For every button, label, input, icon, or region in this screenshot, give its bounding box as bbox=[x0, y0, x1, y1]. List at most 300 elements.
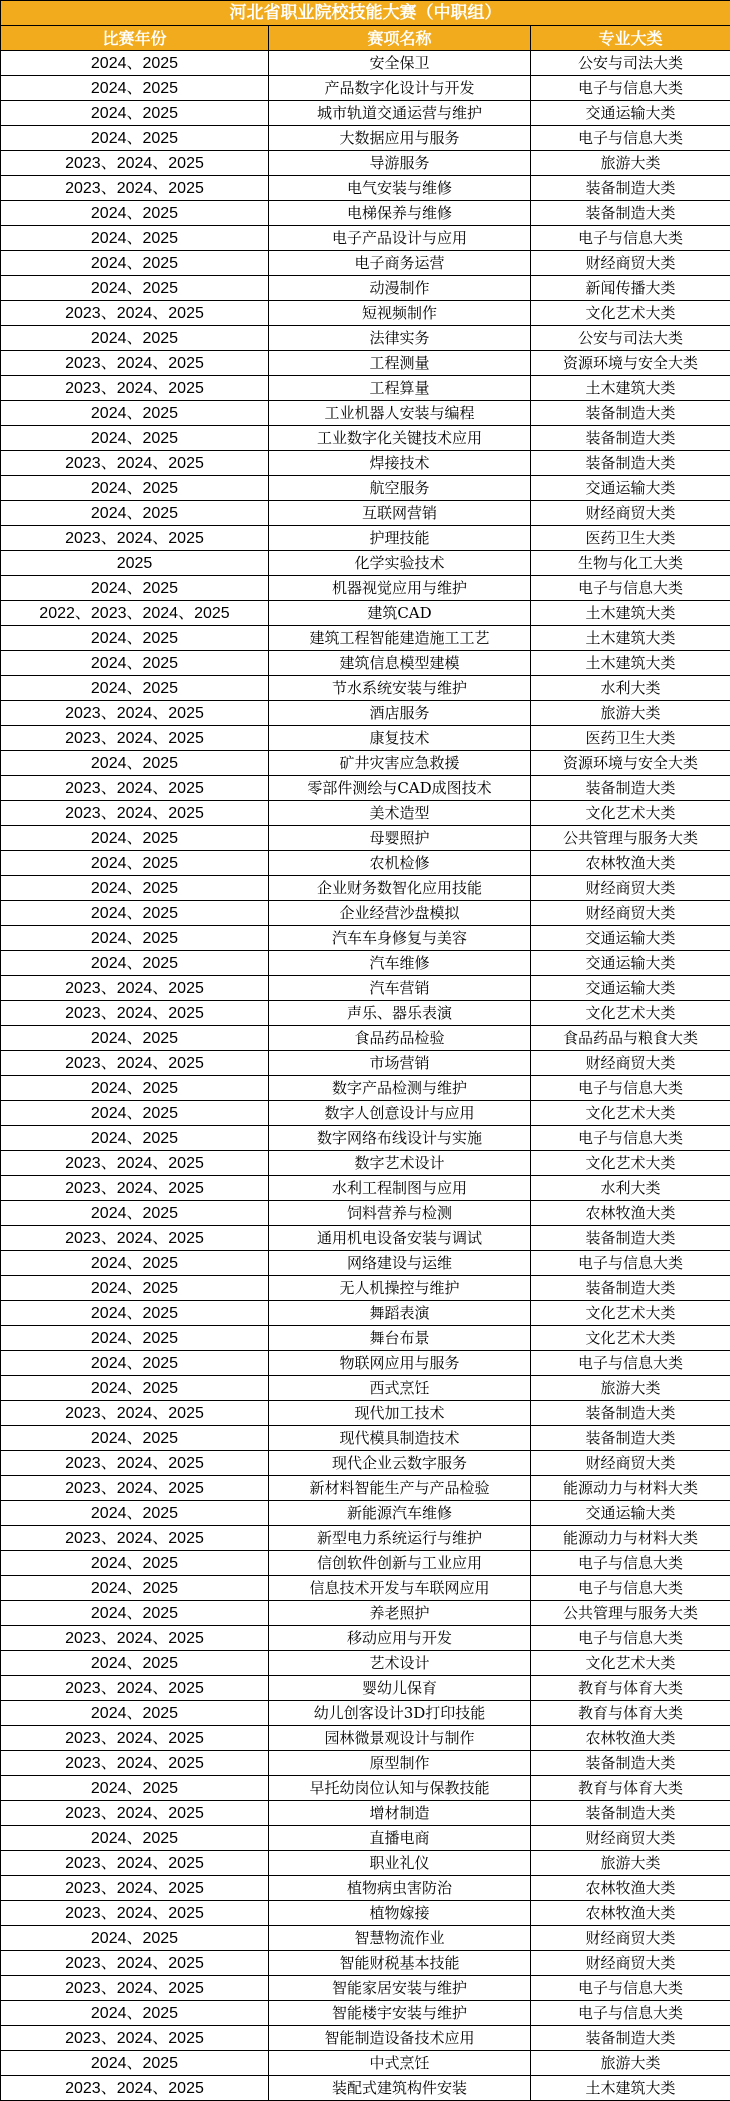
table-row bbox=[1, 551, 730, 576]
table-row bbox=[1, 1901, 730, 1926]
cell-category: 医药卫生大类 bbox=[531, 726, 730, 751]
cell-category: 装备制造大类 bbox=[531, 1226, 730, 1251]
table-row bbox=[1, 851, 730, 876]
cell-year: 2023、2024、2025 bbox=[1, 1676, 269, 1701]
table-row bbox=[1, 1426, 730, 1451]
table-row bbox=[1, 1701, 730, 1726]
cell-year: 2023、2024、2025 bbox=[1, 2026, 269, 2051]
table-row bbox=[1, 1201, 730, 1226]
table-row bbox=[1, 726, 730, 751]
cell-year: 2023、2024、2025 bbox=[1, 451, 269, 476]
table-row bbox=[1, 1726, 730, 1751]
table-row bbox=[1, 1801, 730, 1826]
cell-category: 文化艺术大类 bbox=[531, 1001, 730, 1026]
cell-year: 2024、2025 bbox=[1, 1101, 269, 1126]
table-row bbox=[1, 151, 730, 176]
cell-event-name: 中式烹饪 bbox=[269, 2051, 531, 2076]
cell-event-name: 护理技能 bbox=[269, 526, 531, 551]
table-row bbox=[1, 1126, 730, 1151]
cell-year: 2023、2024、2025 bbox=[1, 1726, 269, 1751]
cell-event-name: 艺术设计 bbox=[269, 1651, 531, 1676]
cell-category: 公安与司法大类 bbox=[531, 326, 730, 351]
cell-year: 2023、2024、2025 bbox=[1, 1976, 269, 2001]
table-row bbox=[1, 51, 730, 76]
cell-event-name: 舞台布景 bbox=[269, 1326, 531, 1351]
cell-category: 电子与信息大类 bbox=[531, 126, 730, 151]
table-row bbox=[1, 651, 730, 676]
cell-event-name: 饲料营养与检测 bbox=[269, 1201, 531, 1226]
cell-category: 资源环境与安全大类 bbox=[531, 751, 730, 776]
cell-year: 2023、2024、2025 bbox=[1, 701, 269, 726]
table-row bbox=[1, 276, 730, 301]
cell-category: 生物与化工大类 bbox=[531, 551, 730, 576]
cell-year: 2024、2025 bbox=[1, 1701, 269, 1726]
cell-category: 装备制造大类 bbox=[531, 1801, 730, 1826]
cell-event-name: 现代模具制造技术 bbox=[269, 1426, 531, 1451]
cell-year: 2024、2025 bbox=[1, 826, 269, 851]
table-row bbox=[1, 2026, 730, 2051]
cell-category: 土木建筑大类 bbox=[531, 2076, 730, 2101]
cell-event-name: 数字人创意设计与应用 bbox=[269, 1101, 531, 1126]
cell-category: 装备制造大类 bbox=[531, 176, 730, 201]
cell-year: 2024、2025 bbox=[1, 1076, 269, 1101]
cell-event-name: 化学实验技术 bbox=[269, 551, 531, 576]
cell-year: 2024、2025 bbox=[1, 226, 269, 251]
cell-category: 文化艺术大类 bbox=[531, 1101, 730, 1126]
cell-event-name: 短视频制作 bbox=[269, 301, 531, 326]
table-row bbox=[1, 576, 730, 601]
cell-event-name: 信息技术开发与车联网应用 bbox=[269, 1576, 531, 1601]
cell-event-name: 农机检修 bbox=[269, 851, 531, 876]
cell-category: 装备制造大类 bbox=[531, 1276, 730, 1301]
cell-event-name: 通用机电设备安装与调试 bbox=[269, 1226, 531, 1251]
cell-category: 能源动力与材料大类 bbox=[531, 1526, 730, 1551]
table-row bbox=[1, 1276, 730, 1301]
cell-year: 2024、2025 bbox=[1, 501, 269, 526]
table-row bbox=[1, 1601, 730, 1626]
table-row bbox=[1, 1026, 730, 1051]
cell-event-name: 数字产品检测与维护 bbox=[269, 1076, 531, 1101]
cell-category: 财经商贸大类 bbox=[531, 1051, 730, 1076]
cell-event-name: 矿井灾害应急救援 bbox=[269, 751, 531, 776]
cell-category: 土木建筑大类 bbox=[531, 651, 730, 676]
cell-year: 2024、2025 bbox=[1, 1776, 269, 1801]
cell-year: 2023、2024、2025 bbox=[1, 1751, 269, 1776]
cell-year: 2024、2025 bbox=[1, 2001, 269, 2026]
table-row bbox=[1, 701, 730, 726]
header-year: 比赛年份 bbox=[1, 26, 269, 51]
cell-event-name: 康复技术 bbox=[269, 726, 531, 751]
table-row bbox=[1, 101, 730, 126]
cell-category: 公安与司法大类 bbox=[531, 51, 730, 76]
cell-event-name: 导游服务 bbox=[269, 151, 531, 176]
table-row bbox=[1, 476, 730, 501]
cell-event-name: 工程测量 bbox=[269, 351, 531, 376]
cell-event-name: 数字网络布线设计与实施 bbox=[269, 1126, 531, 1151]
cell-event-name: 信创软件创新与工业应用 bbox=[269, 1551, 531, 1576]
table-title: 河北省职业院校技能大赛（中职组） bbox=[1, 1, 730, 26]
table-row bbox=[1, 76, 730, 101]
table-row bbox=[1, 601, 730, 626]
cell-year: 2023、2024、2025 bbox=[1, 301, 269, 326]
cell-category: 装备制造大类 bbox=[531, 426, 730, 451]
cell-year: 2024、2025 bbox=[1, 1601, 269, 1626]
cell-year: 2024、2025 bbox=[1, 101, 269, 126]
cell-year: 2023、2024、2025 bbox=[1, 1876, 269, 1901]
cell-event-name: 幼儿创客设计3D打印技能 bbox=[269, 1701, 531, 1726]
cell-category: 交通运输大类 bbox=[531, 926, 730, 951]
cell-event-name: 工业数字化关键技术应用 bbox=[269, 426, 531, 451]
cell-year: 2024、2025 bbox=[1, 326, 269, 351]
cell-category: 医药卫生大类 bbox=[531, 526, 730, 551]
cell-event-name: 早托幼岗位认知与保教技能 bbox=[269, 1776, 531, 1801]
cell-event-name: 智能楼宇安装与维护 bbox=[269, 2001, 531, 2026]
cell-event-name: 焊接技术 bbox=[269, 451, 531, 476]
cell-year: 2024、2025 bbox=[1, 876, 269, 901]
cell-event-name: 汽车营销 bbox=[269, 976, 531, 1001]
cell-year: 2024、2025 bbox=[1, 676, 269, 701]
cell-year: 2023、2024、2025 bbox=[1, 1851, 269, 1876]
cell-year: 2023、2024、2025 bbox=[1, 1226, 269, 1251]
cell-year: 2024、2025 bbox=[1, 651, 269, 676]
cell-event-name: 数字艺术设计 bbox=[269, 1151, 531, 1176]
table-row bbox=[1, 1451, 730, 1476]
cell-event-name: 电子产品设计与应用 bbox=[269, 226, 531, 251]
cell-category: 财经商贸大类 bbox=[531, 901, 730, 926]
cell-year: 2023、2024、2025 bbox=[1, 801, 269, 826]
cell-year: 2023、2024、2025 bbox=[1, 1451, 269, 1476]
cell-event-name: 舞蹈表演 bbox=[269, 1301, 531, 1326]
cell-event-name: 增材制造 bbox=[269, 1801, 531, 1826]
table-row bbox=[1, 526, 730, 551]
cell-year: 2024、2025 bbox=[1, 1426, 269, 1451]
table-row bbox=[1, 1876, 730, 1901]
cell-year: 2024、2025 bbox=[1, 901, 269, 926]
cell-event-name: 智能制造设备技术应用 bbox=[269, 2026, 531, 2051]
table-row bbox=[1, 826, 730, 851]
cell-category: 电子与信息大类 bbox=[531, 1251, 730, 1276]
cell-category: 装备制造大类 bbox=[531, 1401, 730, 1426]
cell-category: 公共管理与服务大类 bbox=[531, 826, 730, 851]
table-row bbox=[1, 176, 730, 201]
table-row bbox=[1, 1476, 730, 1501]
table-row bbox=[1, 501, 730, 526]
cell-event-name: 法律实务 bbox=[269, 326, 531, 351]
table-row bbox=[1, 1301, 730, 1326]
cell-category: 旅游大类 bbox=[531, 2051, 730, 2076]
cell-event-name: 现代企业云数字服务 bbox=[269, 1451, 531, 1476]
cell-year: 2024、2025 bbox=[1, 126, 269, 151]
cell-category: 食品药品与粮食大类 bbox=[531, 1026, 730, 1051]
cell-event-name: 建筑工程智能建造施工工艺 bbox=[269, 626, 531, 651]
cell-category: 电子与信息大类 bbox=[531, 76, 730, 101]
cell-event-name: 酒店服务 bbox=[269, 701, 531, 726]
cell-year: 2023、2024、2025 bbox=[1, 1626, 269, 1651]
table-row bbox=[1, 951, 730, 976]
header-category: 专业大类 bbox=[531, 26, 730, 51]
cell-event-name: 电梯保养与维修 bbox=[269, 201, 531, 226]
cell-year: 2023、2024、2025 bbox=[1, 351, 269, 376]
cell-year: 2023、2024、2025 bbox=[1, 726, 269, 751]
cell-category: 交通运输大类 bbox=[531, 476, 730, 501]
cell-category: 农林牧渔大类 bbox=[531, 1726, 730, 1751]
cell-category: 财经商贸大类 bbox=[531, 1451, 730, 1476]
table-row bbox=[1, 1776, 730, 1801]
cell-event-name: 智能家居安装与维护 bbox=[269, 1976, 531, 2001]
cell-event-name: 新材料智能生产与产品检验 bbox=[269, 1476, 531, 1501]
header-event-name: 赛项名称 bbox=[269, 26, 531, 51]
table-row bbox=[1, 1926, 730, 1951]
cell-category: 电子与信息大类 bbox=[531, 1576, 730, 1601]
cell-event-name: 零部件测绘与CAD成图技术 bbox=[269, 776, 531, 801]
cell-event-name: 智慧物流作业 bbox=[269, 1926, 531, 1951]
cell-category: 农林牧渔大类 bbox=[531, 1901, 730, 1926]
cell-category: 电子与信息大类 bbox=[531, 1351, 730, 1376]
cell-year: 2024、2025 bbox=[1, 76, 269, 101]
cell-event-name: 水利工程制图与应用 bbox=[269, 1176, 531, 1201]
cell-category: 农林牧渔大类 bbox=[531, 1201, 730, 1226]
cell-year: 2023、2024、2025 bbox=[1, 1476, 269, 1501]
cell-year: 2024、2025 bbox=[1, 1026, 269, 1051]
cell-year: 2024、2025 bbox=[1, 401, 269, 426]
cell-category: 财经商贸大类 bbox=[531, 501, 730, 526]
cell-event-name: 婴幼儿保育 bbox=[269, 1676, 531, 1701]
table-row bbox=[1, 2076, 730, 2101]
cell-year: 2024、2025 bbox=[1, 1326, 269, 1351]
cell-category: 电子与信息大类 bbox=[531, 226, 730, 251]
cell-category: 电子与信息大类 bbox=[531, 1126, 730, 1151]
table-row bbox=[1, 226, 730, 251]
table-row bbox=[1, 1376, 730, 1401]
cell-category: 教育与体育大类 bbox=[531, 1676, 730, 1701]
cell-event-name: 网络建设与运维 bbox=[269, 1251, 531, 1276]
cell-event-name: 大数据应用与服务 bbox=[269, 126, 531, 151]
cell-event-name: 养老照护 bbox=[269, 1601, 531, 1626]
cell-category: 财经商贸大类 bbox=[531, 1926, 730, 1951]
cell-category: 电子与信息大类 bbox=[531, 1076, 730, 1101]
table-row bbox=[1, 1101, 730, 1126]
cell-category: 电子与信息大类 bbox=[531, 576, 730, 601]
cell-category: 水利大类 bbox=[531, 676, 730, 701]
cell-event-name: 智能财税基本技能 bbox=[269, 1951, 531, 1976]
cell-year: 2023、2024、2025 bbox=[1, 1951, 269, 1976]
table-row bbox=[1, 1851, 730, 1876]
table-body bbox=[1, 51, 730, 2101]
cell-event-name: 汽车车身修复与美容 bbox=[269, 926, 531, 951]
cell-event-name: 母婴照护 bbox=[269, 826, 531, 851]
cell-category: 资源环境与安全大类 bbox=[531, 351, 730, 376]
cell-year: 2023、2024、2025 bbox=[1, 1401, 269, 1426]
table-row bbox=[1, 1151, 730, 1176]
cell-event-name: 声乐、器乐表演 bbox=[269, 1001, 531, 1026]
cell-year: 2024、2025 bbox=[1, 851, 269, 876]
cell-year: 2024、2025 bbox=[1, 51, 269, 76]
cell-year: 2024、2025 bbox=[1, 2051, 269, 2076]
table-row bbox=[1, 676, 730, 701]
cell-category: 财经商贸大类 bbox=[531, 1826, 730, 1851]
cell-category: 装备制造大类 bbox=[531, 201, 730, 226]
cell-category: 文化艺术大类 bbox=[531, 1151, 730, 1176]
cell-event-name: 职业礼仪 bbox=[269, 1851, 531, 1876]
cell-category: 装备制造大类 bbox=[531, 2026, 730, 2051]
cell-event-name: 工业机器人安装与编程 bbox=[269, 401, 531, 426]
table-row bbox=[1, 201, 730, 226]
cell-year: 2024、2025 bbox=[1, 1551, 269, 1576]
cell-year: 2024、2025 bbox=[1, 276, 269, 301]
cell-year: 2024、2025 bbox=[1, 1301, 269, 1326]
cell-category: 土木建筑大类 bbox=[531, 626, 730, 651]
table-row bbox=[1, 251, 730, 276]
table-row bbox=[1, 1401, 730, 1426]
table-row bbox=[1, 1676, 730, 1701]
cell-event-name: 建筑CAD bbox=[269, 601, 531, 626]
cell-year: 2023、2024、2025 bbox=[1, 1001, 269, 1026]
cell-event-name: 航空服务 bbox=[269, 476, 531, 501]
table-row bbox=[1, 926, 730, 951]
table-row bbox=[1, 1951, 730, 1976]
table-row bbox=[1, 1526, 730, 1551]
cell-event-name: 安全保卫 bbox=[269, 51, 531, 76]
cell-year: 2024、2025 bbox=[1, 251, 269, 276]
cell-event-name: 节水系统安装与维护 bbox=[269, 676, 531, 701]
cell-category: 教育与体育大类 bbox=[531, 1701, 730, 1726]
table-row bbox=[1, 1651, 730, 1676]
table-row bbox=[1, 1326, 730, 1351]
cell-category: 装备制造大类 bbox=[531, 776, 730, 801]
table-row bbox=[1, 1226, 730, 1251]
table-row bbox=[1, 626, 730, 651]
cell-year: 2024、2025 bbox=[1, 1501, 269, 1526]
cell-year: 2022、2023、2024、2025 bbox=[1, 601, 269, 626]
cell-year: 2023、2024、2025 bbox=[1, 176, 269, 201]
header-row bbox=[1, 26, 730, 51]
cell-event-name: 新能源汽车维修 bbox=[269, 1501, 531, 1526]
cell-event-name: 动漫制作 bbox=[269, 276, 531, 301]
cell-category: 农林牧渔大类 bbox=[531, 851, 730, 876]
cell-year: 2024、2025 bbox=[1, 201, 269, 226]
cell-category: 新闻传播大类 bbox=[531, 276, 730, 301]
cell-year: 2024、2025 bbox=[1, 426, 269, 451]
cell-event-name: 电子商务运营 bbox=[269, 251, 531, 276]
cell-year: 2024、2025 bbox=[1, 1201, 269, 1226]
cell-category: 旅游大类 bbox=[531, 1851, 730, 1876]
cell-event-name: 汽车维修 bbox=[269, 951, 531, 976]
cell-event-name: 电气安装与维修 bbox=[269, 176, 531, 201]
table-row bbox=[1, 1976, 730, 2001]
table-row bbox=[1, 1576, 730, 1601]
cell-category: 土木建筑大类 bbox=[531, 601, 730, 626]
cell-event-name: 植物嫁接 bbox=[269, 1901, 531, 1926]
cell-year: 2024、2025 bbox=[1, 1126, 269, 1151]
cell-event-name: 企业经营沙盘模拟 bbox=[269, 901, 531, 926]
title-row bbox=[1, 1, 730, 26]
cell-year: 2023、2024、2025 bbox=[1, 1176, 269, 1201]
cell-category: 农林牧渔大类 bbox=[531, 1876, 730, 1901]
cell-event-name: 互联网营销 bbox=[269, 501, 531, 526]
cell-category: 土木建筑大类 bbox=[531, 376, 730, 401]
cell-category: 能源动力与材料大类 bbox=[531, 1476, 730, 1501]
cell-year: 2023、2024、2025 bbox=[1, 1801, 269, 1826]
cell-event-name: 城市轨道交通运营与维护 bbox=[269, 101, 531, 126]
table-row bbox=[1, 126, 730, 151]
cell-category: 电子与信息大类 bbox=[531, 1551, 730, 1576]
cell-year: 2024、2025 bbox=[1, 951, 269, 976]
cell-event-name: 植物病虫害防治 bbox=[269, 1876, 531, 1901]
table-row bbox=[1, 1751, 730, 1776]
table-row bbox=[1, 1001, 730, 1026]
table-row bbox=[1, 401, 730, 426]
cell-category: 文化艺术大类 bbox=[531, 301, 730, 326]
cell-category: 装备制造大类 bbox=[531, 451, 730, 476]
cell-year: 2023、2024、2025 bbox=[1, 2076, 269, 2101]
cell-year: 2024、2025 bbox=[1, 1376, 269, 1401]
cell-year: 2024、2025 bbox=[1, 1576, 269, 1601]
table-row bbox=[1, 1551, 730, 1576]
table-row bbox=[1, 1826, 730, 1851]
cell-year: 2024、2025 bbox=[1, 1276, 269, 1301]
table-row bbox=[1, 751, 730, 776]
cell-event-name: 移动应用与开发 bbox=[269, 1626, 531, 1651]
cell-year: 2023、2024、2025 bbox=[1, 1051, 269, 1076]
cell-event-name: 市场营销 bbox=[269, 1051, 531, 1076]
cell-category: 旅游大类 bbox=[531, 1376, 730, 1401]
cell-category: 交通运输大类 bbox=[531, 101, 730, 126]
table-row bbox=[1, 1626, 730, 1651]
table-row bbox=[1, 1176, 730, 1201]
cell-year: 2025 bbox=[1, 551, 269, 576]
cell-event-name: 无人机操控与维护 bbox=[269, 1276, 531, 1301]
cell-year: 2024、2025 bbox=[1, 476, 269, 501]
cell-category: 旅游大类 bbox=[531, 701, 730, 726]
cell-event-name: 建筑信息模型建模 bbox=[269, 651, 531, 676]
cell-category: 财经商贸大类 bbox=[531, 1951, 730, 1976]
table-row bbox=[1, 376, 730, 401]
cell-year: 2023、2024、2025 bbox=[1, 376, 269, 401]
cell-category: 装备制造大类 bbox=[531, 1426, 730, 1451]
cell-event-name: 工程算量 bbox=[269, 376, 531, 401]
cell-category: 财经商贸大类 bbox=[531, 251, 730, 276]
cell-category: 旅游大类 bbox=[531, 151, 730, 176]
cell-category: 文化艺术大类 bbox=[531, 1651, 730, 1676]
cell-category: 电子与信息大类 bbox=[531, 1976, 730, 2001]
table-row bbox=[1, 426, 730, 451]
cell-event-name: 新型电力系统运行与维护 bbox=[269, 1526, 531, 1551]
cell-year: 2023、2024、2025 bbox=[1, 776, 269, 801]
cell-category: 交通运输大类 bbox=[531, 976, 730, 1001]
table-row bbox=[1, 2001, 730, 2026]
cell-year: 2024、2025 bbox=[1, 926, 269, 951]
table-row bbox=[1, 2051, 730, 2076]
table-row bbox=[1, 1501, 730, 1526]
cell-event-name: 产品数字化设计与开发 bbox=[269, 76, 531, 101]
cell-category: 水利大类 bbox=[531, 1176, 730, 1201]
cell-year: 2023、2024、2025 bbox=[1, 1151, 269, 1176]
cell-event-name: 装配式建筑构件安装 bbox=[269, 2076, 531, 2101]
cell-event-name: 企业财务数智化应用技能 bbox=[269, 876, 531, 901]
cell-event-name: 现代加工技术 bbox=[269, 1401, 531, 1426]
cell-category: 教育与体育大类 bbox=[531, 1776, 730, 1801]
cell-category: 文化艺术大类 bbox=[531, 1301, 730, 1326]
cell-year: 2023、2024、2025 bbox=[1, 1526, 269, 1551]
cell-year: 2024、2025 bbox=[1, 626, 269, 651]
cell-category: 公共管理与服务大类 bbox=[531, 1601, 730, 1626]
cell-event-name: 西式烹饪 bbox=[269, 1376, 531, 1401]
cell-event-name: 美术造型 bbox=[269, 801, 531, 826]
cell-event-name: 园林微景观设计与制作 bbox=[269, 1726, 531, 1751]
table-row bbox=[1, 801, 730, 826]
cell-year: 2023、2024、2025 bbox=[1, 976, 269, 1001]
table-row bbox=[1, 351, 730, 376]
